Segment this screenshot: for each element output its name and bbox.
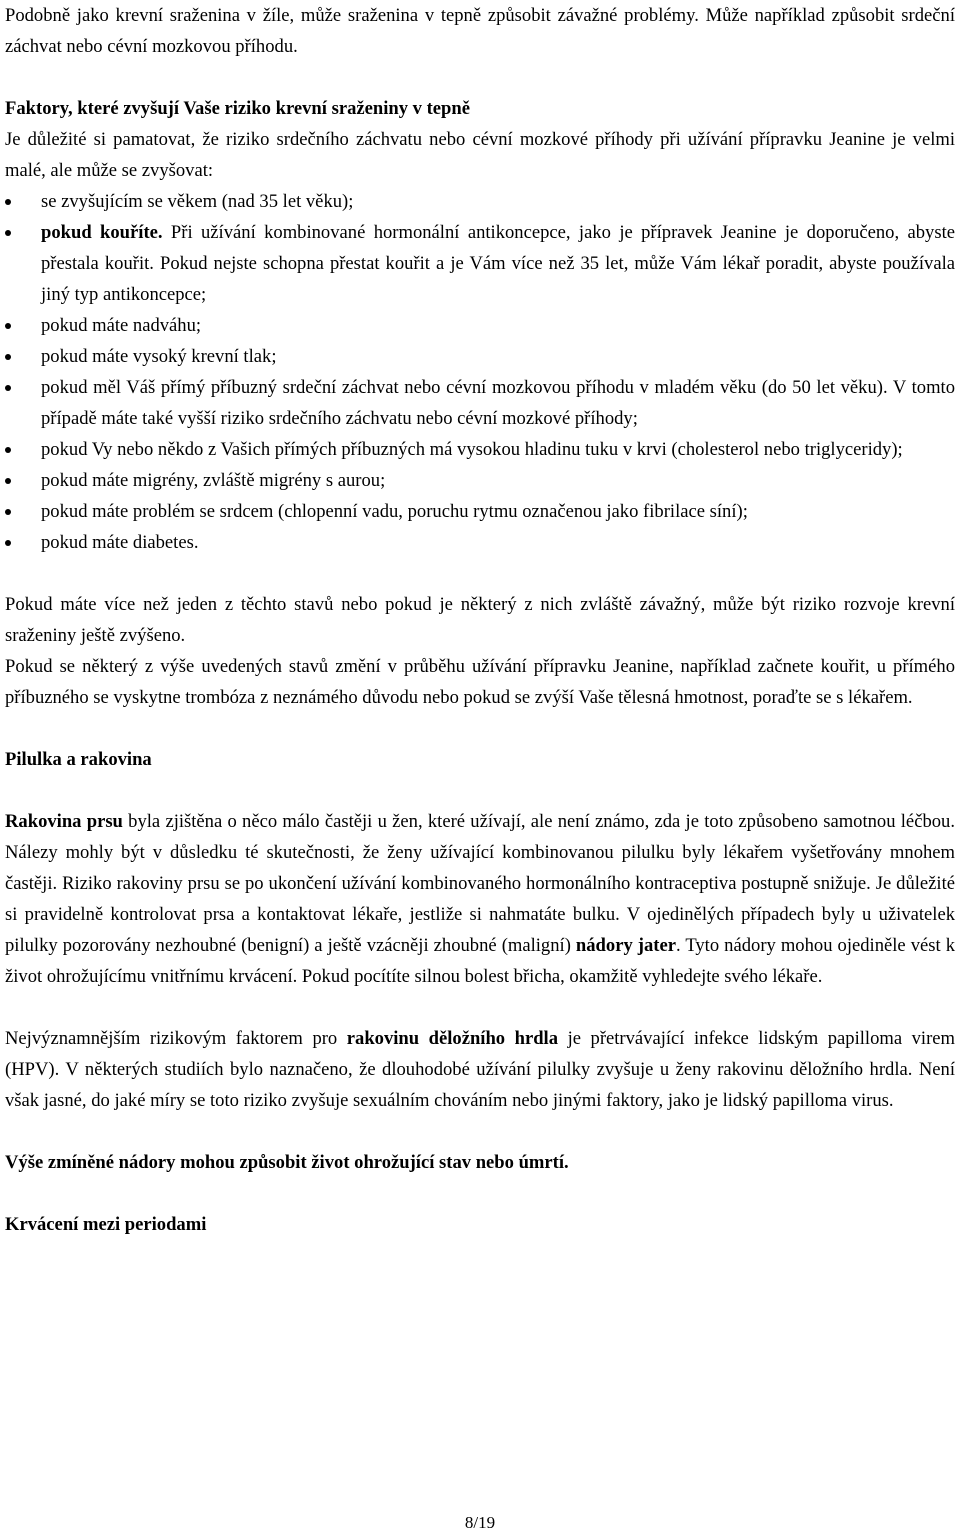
spacer <box>5 775 955 806</box>
bullet-icon <box>5 323 11 329</box>
bleeding-heading: Krvácení mezi periodami <box>5 1214 207 1235</box>
intro-paragraph: Podobně jako krevní sraženina v žíle, může sraženina v tepně způsobit závažné problémy. Může například způsobit srdeční záchvat nebo cévní mozkovou příhodu. <box>5 5 955 57</box>
bullet-icon <box>5 540 11 546</box>
bullet-icon <box>5 230 11 236</box>
spacer <box>5 1116 955 1147</box>
risk-factor-list <box>5 186 955 558</box>
list-item: pokud Vy nebo někdo z Vašich přímých příbuzných má vysokou hladinu tuku v krvi (cholesterol nebo triglyceridy); <box>5 434 955 465</box>
list-item: pokud máte vysoký krevní tlak; <box>5 341 955 372</box>
spacer <box>5 992 955 1023</box>
list-item: pokud měl Váš přímý příbuzný srdeční záchvat nebo cévní mozkovou příhodu v mladém věku (do 50 let věku). V tomto případě máte také vyšší riziko srdečního záchvatu nebo cévní mozkové příhody; <box>5 372 955 434</box>
arterial-lead: Je důležité si pamatovat, že riziko srdečního záchvatu nebo cévní mozkové příhody při užívání přípravku Jeanine je velmi malé, ale může se zvyšovat: <box>5 129 955 181</box>
multiple-risk-paragraph: Pokud máte více než jeden z těchto stavů nebo pokud je některý z nich zvláště závažný, může být riziko rozvoje krevní sraženiny ještě zvýšeno. <box>5 594 955 646</box>
bullet-icon <box>5 447 11 453</box>
bullet-icon <box>5 354 11 360</box>
list-item: pokud máte migrény, zvláště migrény s aurou; <box>5 465 955 496</box>
list-item: pokud kouříte. Při užívání kombinované hormonální antikoncepce, jako je přípravek Jeanine je doporučeno, abyste přestala kouřit. Pokud nejste schopna přestat kouřit a je Vám více než 35 let, může Vám lékař poradit, abyste používala jiný typ antikoncepce; <box>5 217 955 310</box>
bullet-icon <box>5 385 11 391</box>
spacer <box>5 1178 955 1209</box>
cancer-heading: Pilulka a rakovina <box>5 749 152 770</box>
breast-cancer-paragraph: Rakovina prsu byla zjištěna o něco málo častěji u žen, které užívají, ale není známo, zda je toto způsobeno samotnou léčbou. Nálezy mohly být v důsledku té skutečnosti, že ženy užívající kombinovanou pilulku byly lékařem vyšetřovány mnohem častěji. Riziko rakoviny prsu se po ukončení užívání kombinovaného hormonálního kontraceptiva postupně snižuje. Je důležité si pravidelně kontrolovat prsa a kontaktovat lékaře, jestliže si nahmatáte bulku. V ojedinělých případech byly u uživatelek pilulky pozorovány nezhoubné (benigní) a ještě vzácněji zhoubné (maligní) nádory jater. Tyto nádory mohou ojediněle vést k život ohrožujícímu vnitřnímu krvácení. Pokud pocítíte silnou bolest břicha, okamžitě vyhledejte svého lékaře. <box>5 811 955 987</box>
document-page <box>5 0 955 1240</box>
list-item: pokud máte diabetes. <box>5 527 955 558</box>
list-item: se zvyšujícím se věkem (nad 35 let věku); <box>5 186 955 217</box>
spacer <box>5 713 955 744</box>
list-item: pokud máte problém se srdcem (chlopenní vadu, poruchu rytmu označenou jako fibrilace síní); <box>5 496 955 527</box>
cervical-cancer-paragraph: Nejvýznamnějším rizikovým faktorem pro rakovinu děložního hrdla je přetrvávající infekce lidským papilloma virem (HPV). V některých studiích bylo naznačeno, že dlouhodobé užívání pilulky zvyšuje u ženy rakovinu děložního hrdla. Není však jasné, do jaké míry se toto riziko zvyšuje sexuálním chováním nebo jinými faktory, jako je lidský papilloma virus. <box>5 1028 955 1111</box>
bullet-icon <box>5 199 11 205</box>
spacer <box>5 62 955 93</box>
bullet-icon <box>5 509 11 515</box>
page-number: 8/19 <box>464 1513 496 1532</box>
arterial-heading: Faktory, které zvyšují Vaše riziko krevní sraženiny v tepně <box>5 98 470 119</box>
change-risk-paragraph: Pokud se některý z výše uvedených stavů změní v průběhu užívání přípravku Jeanine, například začnete kouřit, u přímého příbuzného se vyskytne trombóza z neznámého důvodu nebo pokud se zvýší Vaše tělesná hmotnost, poraďte se s lékařem. <box>5 656 955 708</box>
bullet-icon <box>5 478 11 484</box>
tumor-warning: Výše zmíněné nádory mohou způsobit život ohrožující stav nebo úmrtí. <box>5 1152 569 1173</box>
list-item: pokud máte nadváhu; <box>5 310 955 341</box>
spacer <box>5 558 955 589</box>
